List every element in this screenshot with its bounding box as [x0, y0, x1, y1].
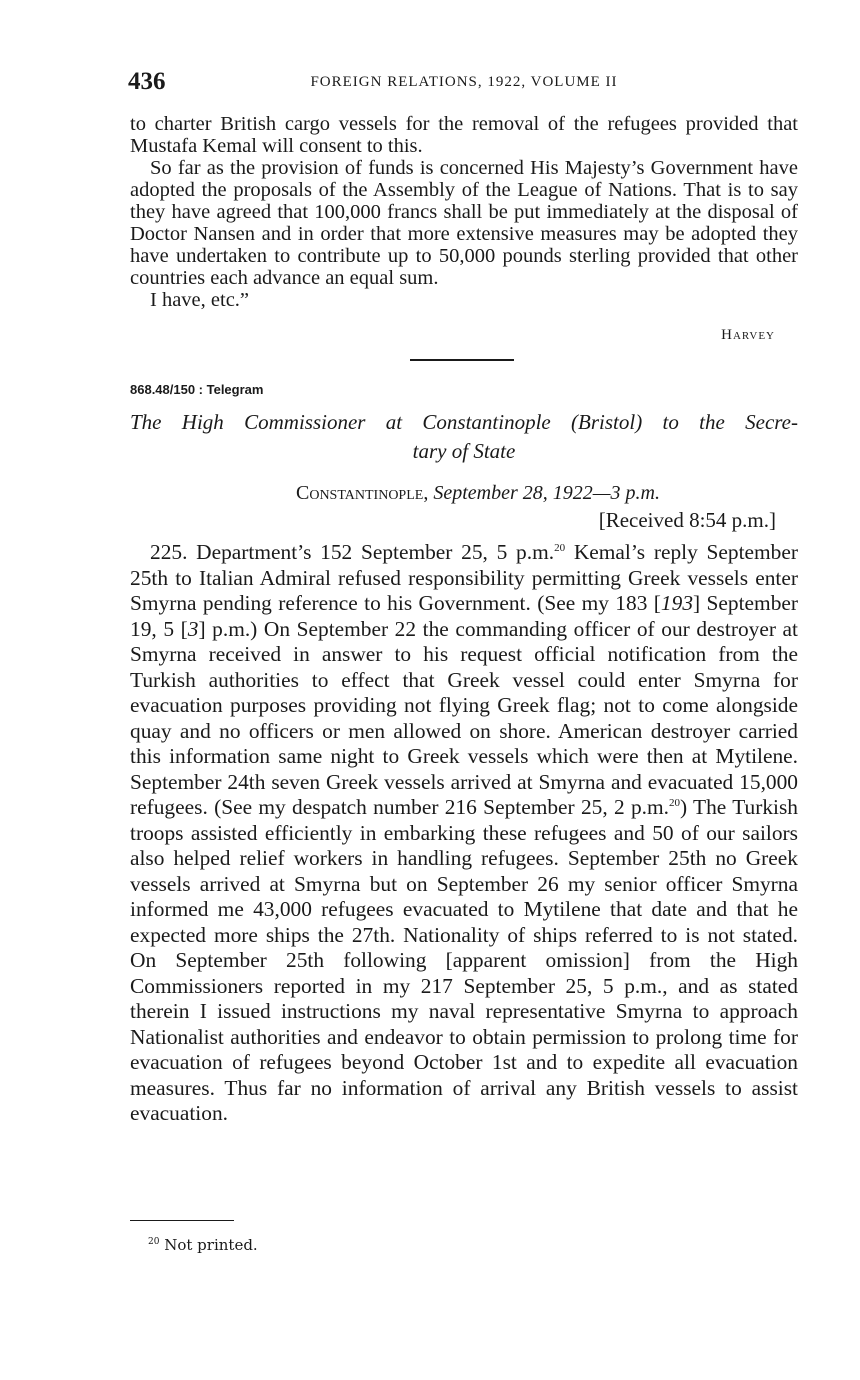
page-number: 436	[128, 68, 166, 95]
received-time: [Received 8:54 p.m.]	[598, 508, 776, 532]
footnote-ref-1: 20	[554, 541, 566, 554]
body-text-2: Kemal’s reply September 25th to Italian Admiral refused responsibility permitting Greek vessels enter Smyrna pending reference to his Government. (See my 183 [	[130, 540, 798, 615]
body-text-5: ) The Turkish troops assisted efficiently in embarking these refugees and 50 of our sailors also helped relief workers in handling refugees. September 25th no Greek vessels arrived at Smyrna but on September 26 my senior officer Smyrna informed me 43,000 refugees evacuated to Mytilene that date and that he expected more ships the 27th. Nationality of ships referred to is not stated. On September 25th following [apparent omission] from the High Commissioners reported in my 217 September 25, 5 p.m., and as stated therein I issued instructions my naval representative Smyrna to approach Nationalist authorities and endeavor to obtain permission to prolong time for evacuation of refugees beyond October 1st and to expedite all evacuation measures. Thus far no information of arrival any British vessels to assist evacuation.	[130, 795, 799, 1125]
document-title	[130, 408, 798, 466]
title-line-2: tary of State	[412, 439, 516, 463]
dateline	[296, 482, 660, 505]
dateline-place: Constantinople,	[296, 482, 429, 504]
title-line-1: The High Commissioner at Constantinople (Bristol) to the Secre-	[130, 410, 798, 434]
letter-paragraph-2: So far as the provision of funds is concerned His Majesty’s Government have adopted the proposals of the Assembly of the League of Nations. That is to say they have agreed that 100,000 francs shall be put immediately at the disposal of Doctor Nansen and in order that more extensive measures may be adopted they have undertaken to contribute up to 50,000 pounds sterling provided that other countries each advance an equal sum.	[130, 157, 798, 289]
body-text-3: ] September 19, 5 [	[130, 591, 799, 641]
body-text-1: 225. Department’s 152 September 25, 5 p.m.	[150, 540, 555, 564]
telegram-body	[130, 540, 798, 1127]
page-header	[128, 64, 800, 104]
signature-harvey: Harvey	[721, 327, 775, 343]
footnote-rule	[130, 1220, 234, 1221]
dateline-date: September 28, 1922—3 p.m.	[433, 482, 660, 504]
letter-paragraph-1: to charter British cargo vessels for the removal of the refugees provided that Mustafa Kemal will consent to this.	[130, 113, 798, 157]
footnote-marker: 20	[148, 1237, 160, 1247]
file-reference: 868.48/150 : Telegram	[130, 382, 264, 397]
footnote-text: Not printed.	[164, 1236, 258, 1254]
letter-closing: I have, etc.”	[150, 289, 250, 311]
footnote-ref-2: 20	[669, 796, 681, 809]
letter-continuation	[130, 113, 798, 311]
body-italic-2: 3	[187, 616, 199, 641]
footnote	[148, 1236, 258, 1254]
running-head: FOREIGN RELATIONS, 1922, VOLUME II	[310, 74, 618, 90]
section-separator	[410, 359, 514, 361]
body-italic-1: 193	[660, 591, 694, 615]
body-text-4: ] p.m.) On September 22 the commanding officer of our destroyer at Smyrna received in answer to his request official notification from the Turkish authorities to effect that Greek vessel could enter Smyrna for evacuation purposes providing not flying Greek flag; not to come alongside quay and no officers or men allowed on shore. American destroyer carried this information same night to Greek vessels which were then at Mytilene. September 24th seven Greek vessels arrived at Smyrna and evacuated 15,000 refugees. (See my despatch number 216 September 25, 2 p.m.	[130, 616, 798, 819]
